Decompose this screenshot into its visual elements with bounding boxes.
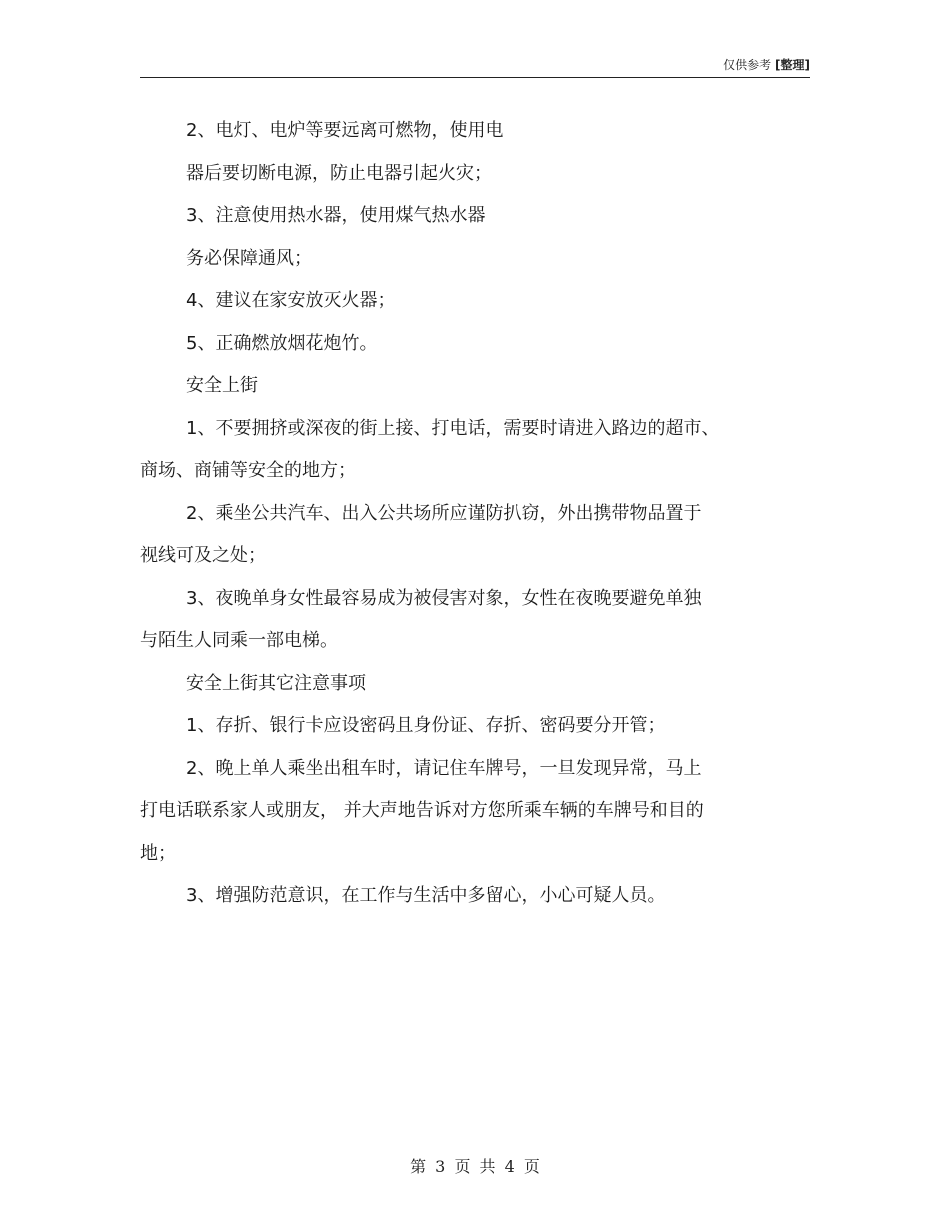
- paragraph-line: 器后要切断电源，防止电器引起火灾；: [186, 162, 492, 184]
- paragraph-line: 务必保障通风；: [186, 247, 312, 269]
- paragraph-line: 5、正确燃放烟花炮竹。: [186, 332, 378, 354]
- paragraph-line: 商场、商铺等安全的地方；: [140, 460, 356, 481]
- paragraph-line: 1、不要拥挤或深夜的街上接、打电话，需要时请进入路边的超市、: [186, 417, 720, 439]
- paragraph-line: 视线可及之处；: [140, 545, 266, 566]
- paragraph-line: 4、建议在家安放灭火器；: [186, 290, 396, 311]
- header-tag: [整理]: [775, 58, 810, 72]
- paragraph-line: 3、增强防范意识，在工作与生活中多留心，小心可疑人员。: [186, 885, 666, 906]
- page-header: [723, 56, 810, 73]
- paragraph-line: 2、乘坐公共汽车、出入公共场所应谨防扒窃，外出携带物品置于: [186, 502, 702, 524]
- paragraph-line: 安全上街: [186, 375, 258, 396]
- paragraph-line: 2、晚上单人乘坐出租车时，请记住车牌号，一旦发现异常，马上: [186, 757, 702, 779]
- header-rule: [140, 77, 810, 78]
- document-body: [140, 110, 800, 918]
- paragraph-line: 3、夜晚单身女性最容易成为被侵害对象，女性在夜晚要避免单独: [186, 587, 702, 609]
- header-note: 仅供参考: [723, 58, 772, 72]
- page-footer: 第 3 页 共 4 页: [410, 1157, 540, 1176]
- paragraph-line: 打电话联系家人或朋友， 并大声地告诉对方您所乘车辆的车牌号和目的: [140, 800, 704, 821]
- paragraph-line: 1、存折、银行卡应设密码且身份证、存折、密码要分开管；: [186, 715, 666, 736]
- paragraph-line: 地；: [140, 842, 176, 864]
- paragraph-line: 3、注意使用热水器，使用煤气热水器: [186, 205, 486, 226]
- paragraph-line: 与陌生人同乘一部电梯。: [140, 630, 338, 651]
- paragraph-line: 安全上街其它注意事项: [186, 672, 366, 694]
- paragraph-line: 2、电灯、电炉等要远离可燃物，使用电: [186, 120, 504, 141]
